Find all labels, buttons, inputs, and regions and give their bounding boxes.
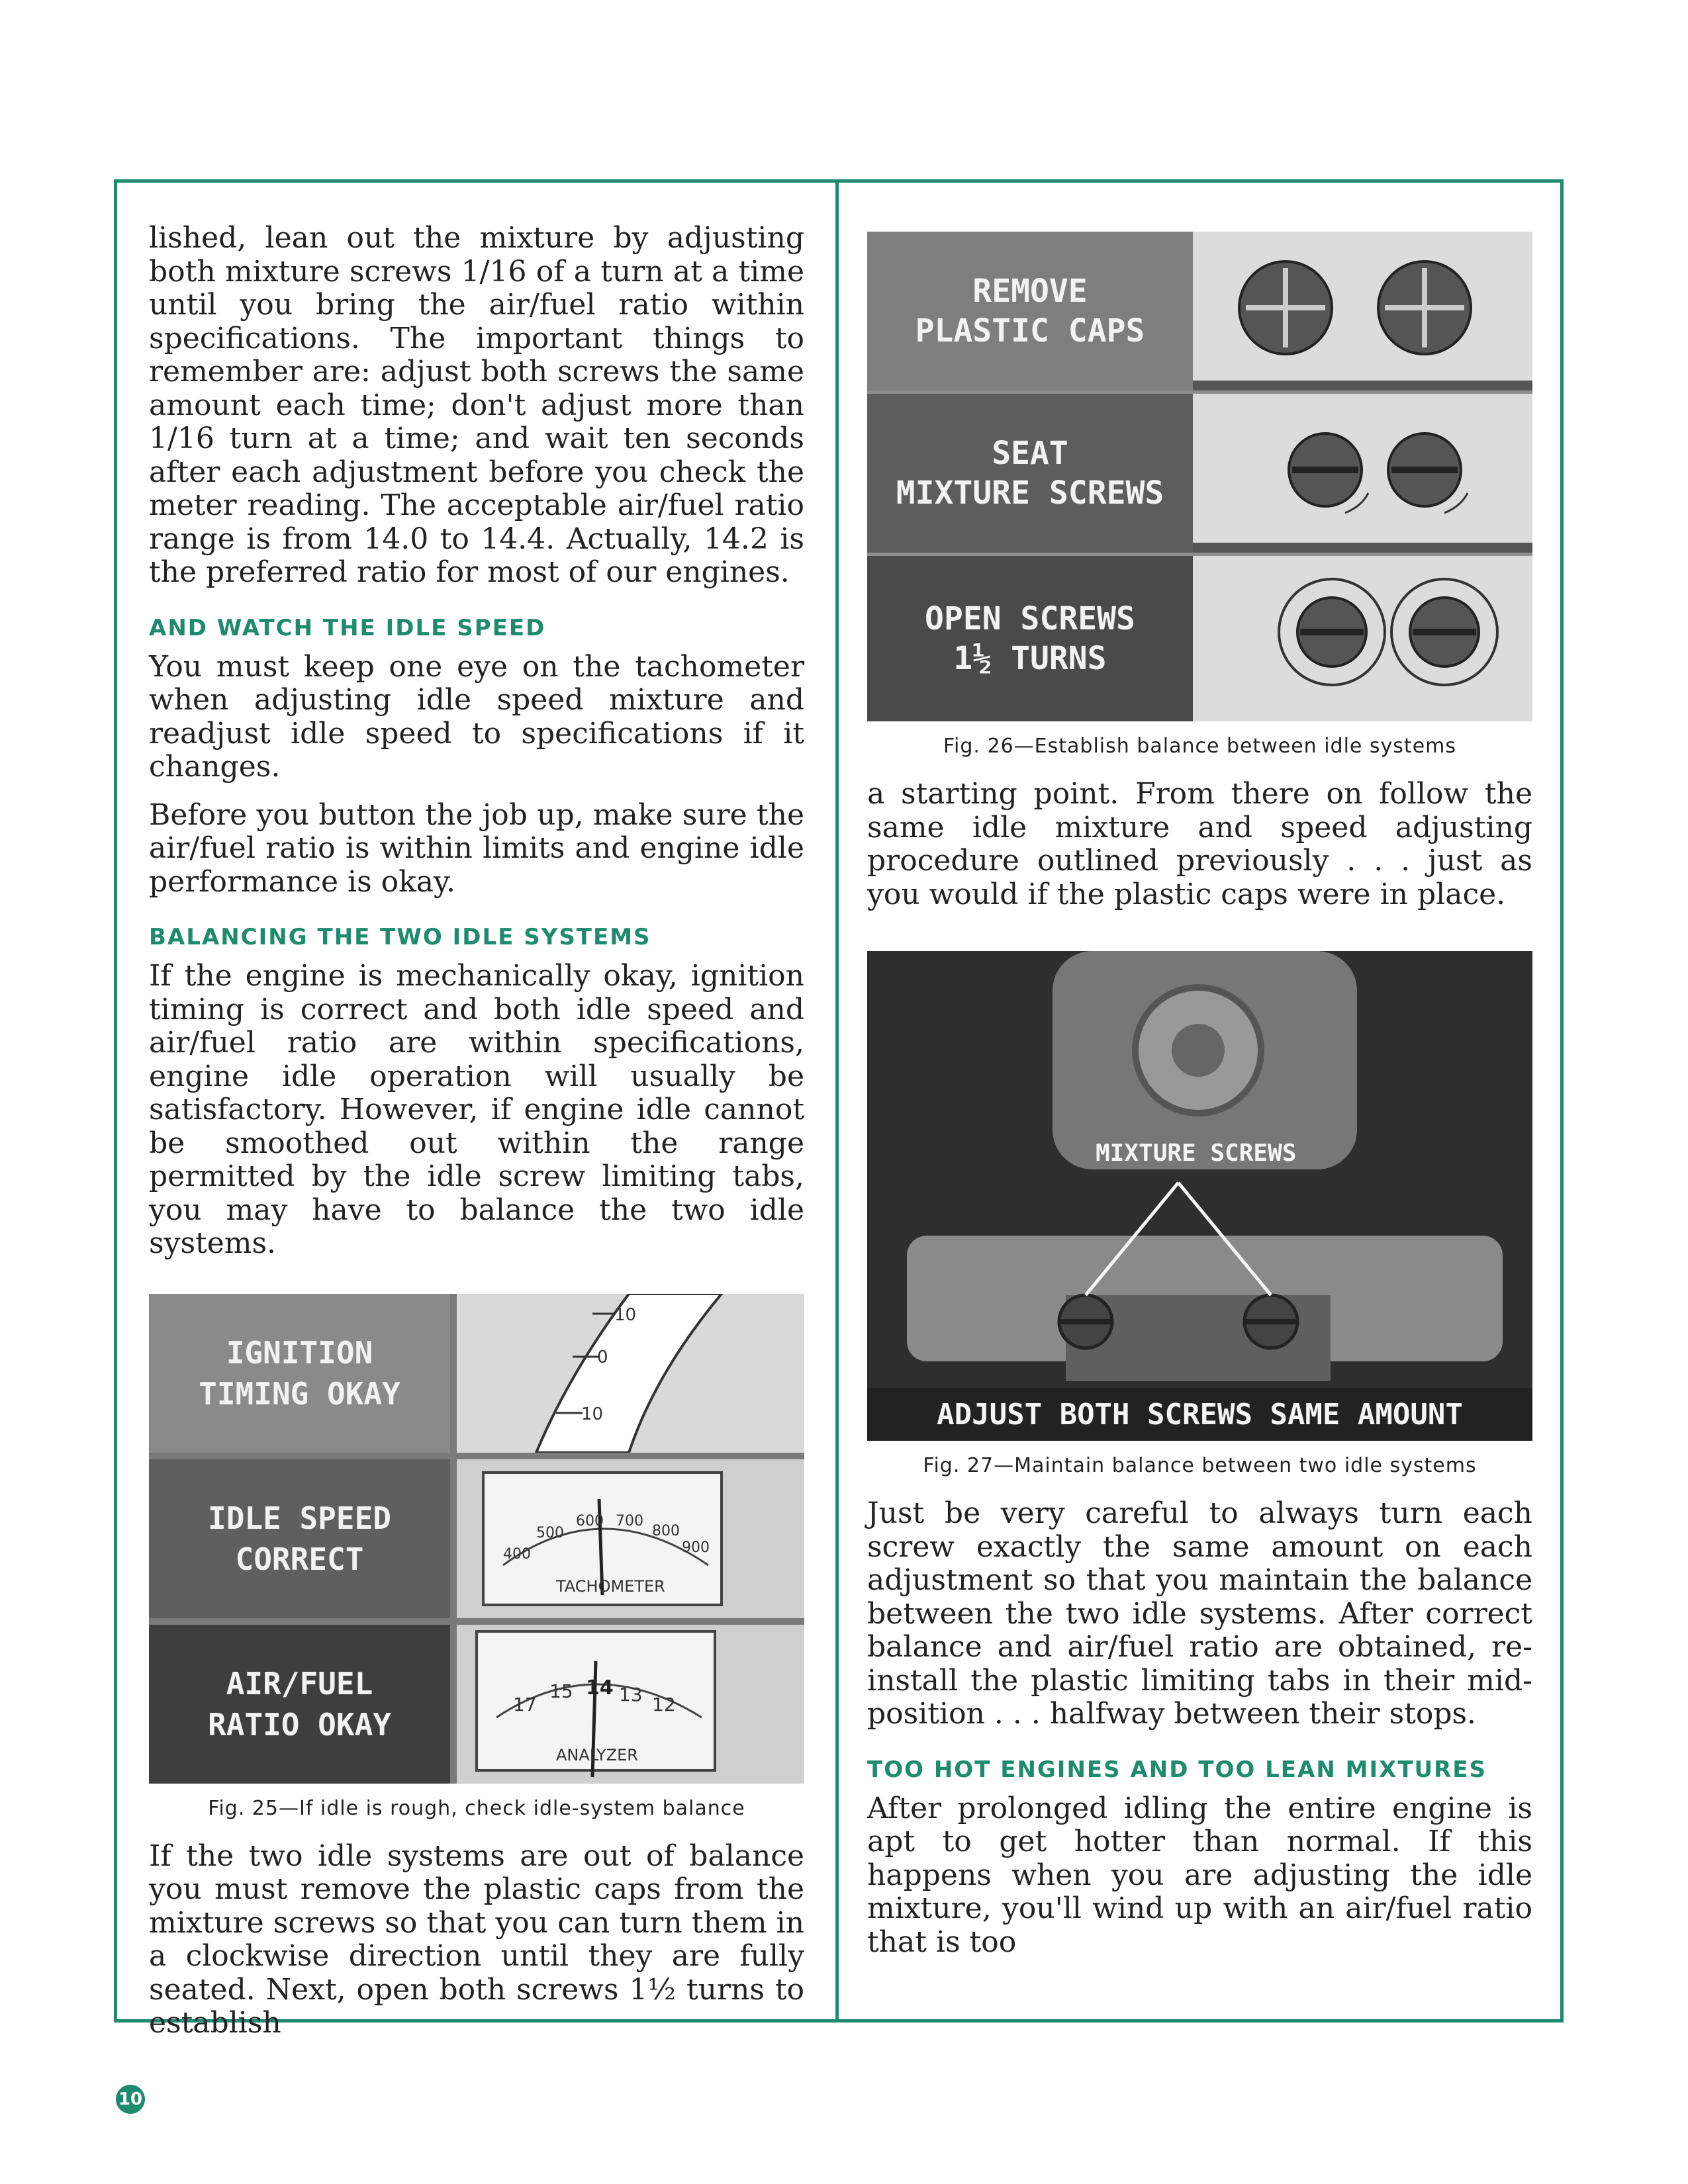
figure-caption: Fig. 26—Establish balance between idle systems (943, 735, 1457, 758)
svg-text:ANALYZER: ANALYZER (556, 1745, 638, 1764)
section-heading: BALANCING THE TWO IDLE SYSTEMS (149, 924, 651, 950)
paragraph: If the engine is mechanically okay, ignition timing is correct and both idle speed and air/fuel ratio are within specifications, engine idle operation will usually be satisfactory. However, if engine idle cannot be smoothed out within the range permitted by the idle screw limiting tabs, you may have to balance the two idle systems. (149, 959, 804, 1260)
svg-text:400: 400 (503, 1545, 531, 1563)
paragraph: Just be very careful to always turn each screw exactly the same amount on each adjustment so that you maintain the balance between the two idle systems. After correct balance and air/fuel ratio are obtained, re-install the plastic limiting tabs in their mid-position . . . halfway between their stops. (867, 1496, 1532, 1731)
figure-25 (149, 1294, 804, 1784)
fig25-row-airfuel (149, 1625, 804, 1784)
fig26-row-open (867, 556, 1532, 721)
svg-text:TACHOMETER: TACHOMETER (556, 1576, 665, 1596)
svg-text:10: 10 (581, 1404, 604, 1424)
fig26-label: OPEN SCREWS 1½ TURNS (867, 556, 1193, 721)
open-screws-illustration (1193, 556, 1532, 721)
fig25-label: AIR/FUEL RATIO OKAY (149, 1625, 450, 1784)
figure-banner: ADJUST BOTH SCREWS SAME AMOUNT (867, 1388, 1532, 1441)
fig25-row-idle (149, 1459, 804, 1618)
paragraph: If the two idle systems are out of balance you must remove the plastic caps from the mixture screws so that you can turn them in a clockwise direction until they are fully seated. Next, open both screws 1½ turns to establish (149, 1839, 804, 2040)
fig25-label: IDLE SPEED CORRECT (149, 1459, 450, 1618)
left-column (149, 222, 804, 2055)
svg-text:0: 0 (597, 1347, 608, 1367)
figure-caption: Fig. 25—If idle is rough, check idle-system balance (208, 1796, 745, 1820)
fig25-label: IGNITION TIMING OKAY (149, 1294, 450, 1453)
tachometer-illustration (457, 1459, 804, 1618)
column-divider (835, 179, 839, 2023)
svg-text:15: 15 (549, 1680, 573, 1702)
paragraph: You must keep one eye on the tachometer when adjusting idle speed mixture and readjust idle speed to specifications if it changes. (149, 649, 804, 784)
paragraph: After prolonged idling the entire engine is apt to get hotter than normal. If this happens when you are adjusting the idle mixture, you'll wind up with an air/fuel ratio that is too (867, 1791, 1532, 1959)
seat-screws-illustration (1193, 394, 1532, 553)
svg-text:700: 700 (616, 1512, 643, 1529)
timing-scale-illustration (457, 1294, 804, 1453)
svg-text:12: 12 (652, 1693, 676, 1715)
svg-text:900: 900 (682, 1539, 710, 1556)
plastic-caps-illustration (1193, 232, 1532, 390)
svg-text:14: 14 (586, 1676, 614, 1700)
fig26-label: SEAT MIXTURE SCREWS (867, 394, 1193, 553)
analyzer-illustration (457, 1625, 804, 1784)
svg-text:600: 600 (576, 1512, 604, 1529)
paragraph: lished, lean out the mixture by adjusting both mixture screws 1/16 of a turn at a time until you bring the air/fuel ratio within specifications. The important things to remember are: adjust both screws the same amount each time; don't adjust more than 1/16 turn at a time; and wait ten seconds after each adjustment before you check the meter reading. The acceptable air/fuel ratio range is from 14.0 to 14.4. Actually, 14.2 is the preferred ratio for most of our engines. (149, 221, 804, 589)
section-heading: AND WATCH THE IDLE SPEED (149, 614, 546, 641)
section-heading: TOO HOT ENGINES AND TOO LEAN MIXTURES (867, 1756, 1487, 1783)
svg-text:10: 10 (614, 1304, 637, 1325)
figure-27 (867, 951, 1532, 1441)
fig26-row-remove (867, 232, 1532, 390)
fig25-row-timing (149, 1294, 804, 1453)
fig26-label: REMOVE PLASTIC CAPS (867, 232, 1193, 390)
figure-caption: Fig. 27—Maintain balance between two idle systems (923, 1454, 1477, 1477)
figure-26 (867, 232, 1532, 721)
fig26-row-seat (867, 394, 1532, 553)
svg-text:17: 17 (513, 1693, 537, 1715)
paragraph: a starting point. From there on follow the same idle mixture and speed adjusting procedure outlined previously . . . just as you would if the plastic caps were in place. (867, 777, 1532, 911)
svg-text:13: 13 (619, 1683, 643, 1706)
svg-text:500: 500 (536, 1524, 564, 1541)
right-column (867, 222, 1532, 1974)
mixture-screws-label: MIXTURE SCREWS (1096, 1140, 1297, 1167)
carburetor-photo (867, 951, 1532, 1441)
svg-text:800: 800 (652, 1522, 680, 1539)
page-number: 10 (116, 2085, 145, 2114)
paragraph: Before you button the job up, make sure the air/fuel ratio is within limits and engine idle performance is okay. (149, 797, 804, 899)
